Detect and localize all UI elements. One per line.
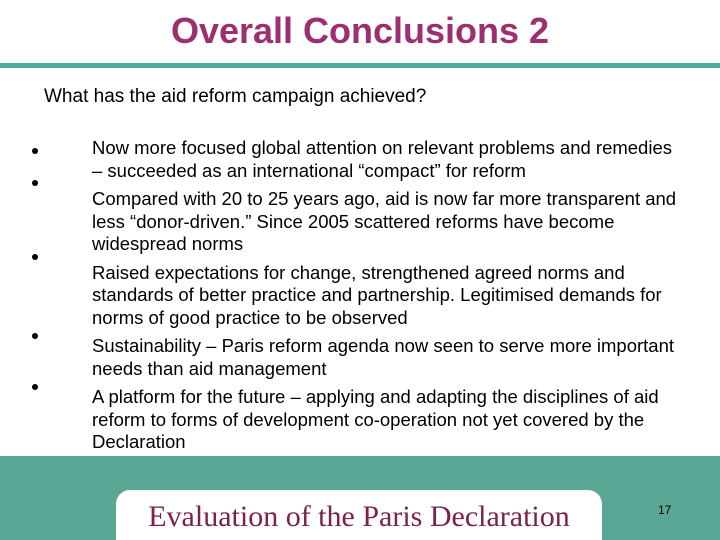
bullet-dot-icon (32, 254, 38, 260)
bullet-dot-icon (32, 384, 38, 390)
title-divider (0, 63, 720, 68)
slide-question: What has the aid reform campaign achieved? (44, 86, 427, 107)
bullet-text: A platform for the future – applying and adapting the disciplines of aid reform to forms of development co-operation not yet covered by the Declaration (92, 386, 659, 452)
bullet-item (44, 386, 684, 454)
bullet-item (44, 188, 684, 256)
bullet-text: Compared with 20 to 25 years ago, aid is now far more transparent and less “donor-driven.” Since 2005 scattered reforms have become widespread norms (92, 188, 677, 254)
bullet-item (44, 262, 684, 330)
bullet-dot-icon (32, 333, 38, 339)
banner-text: Evaluation of the Paris Declaration (148, 500, 570, 533)
bullet-text: Now more focused global attention on relevant problems and remedies – succeeded as an international “compact” for reform (92, 137, 672, 181)
bullet-dot-icon (32, 148, 38, 154)
bullet-list (44, 137, 684, 460)
bullet-text: Sustainability – Paris reform agenda now seen to serve more important needs than aid management (92, 335, 675, 379)
footer-banner (116, 490, 602, 540)
bullet-item (44, 335, 684, 380)
slide-title: Overall Conclusions 2 (170, 10, 550, 51)
bullet-dot-icon (32, 180, 38, 186)
page-number: 17 (658, 503, 672, 517)
bullet-item (44, 137, 684, 182)
bullet-text: Raised expectations for change, strengthened agreed norms and standards of better practice and partnership. Legitimised demands for norms of good practice to be observed (92, 261, 662, 328)
